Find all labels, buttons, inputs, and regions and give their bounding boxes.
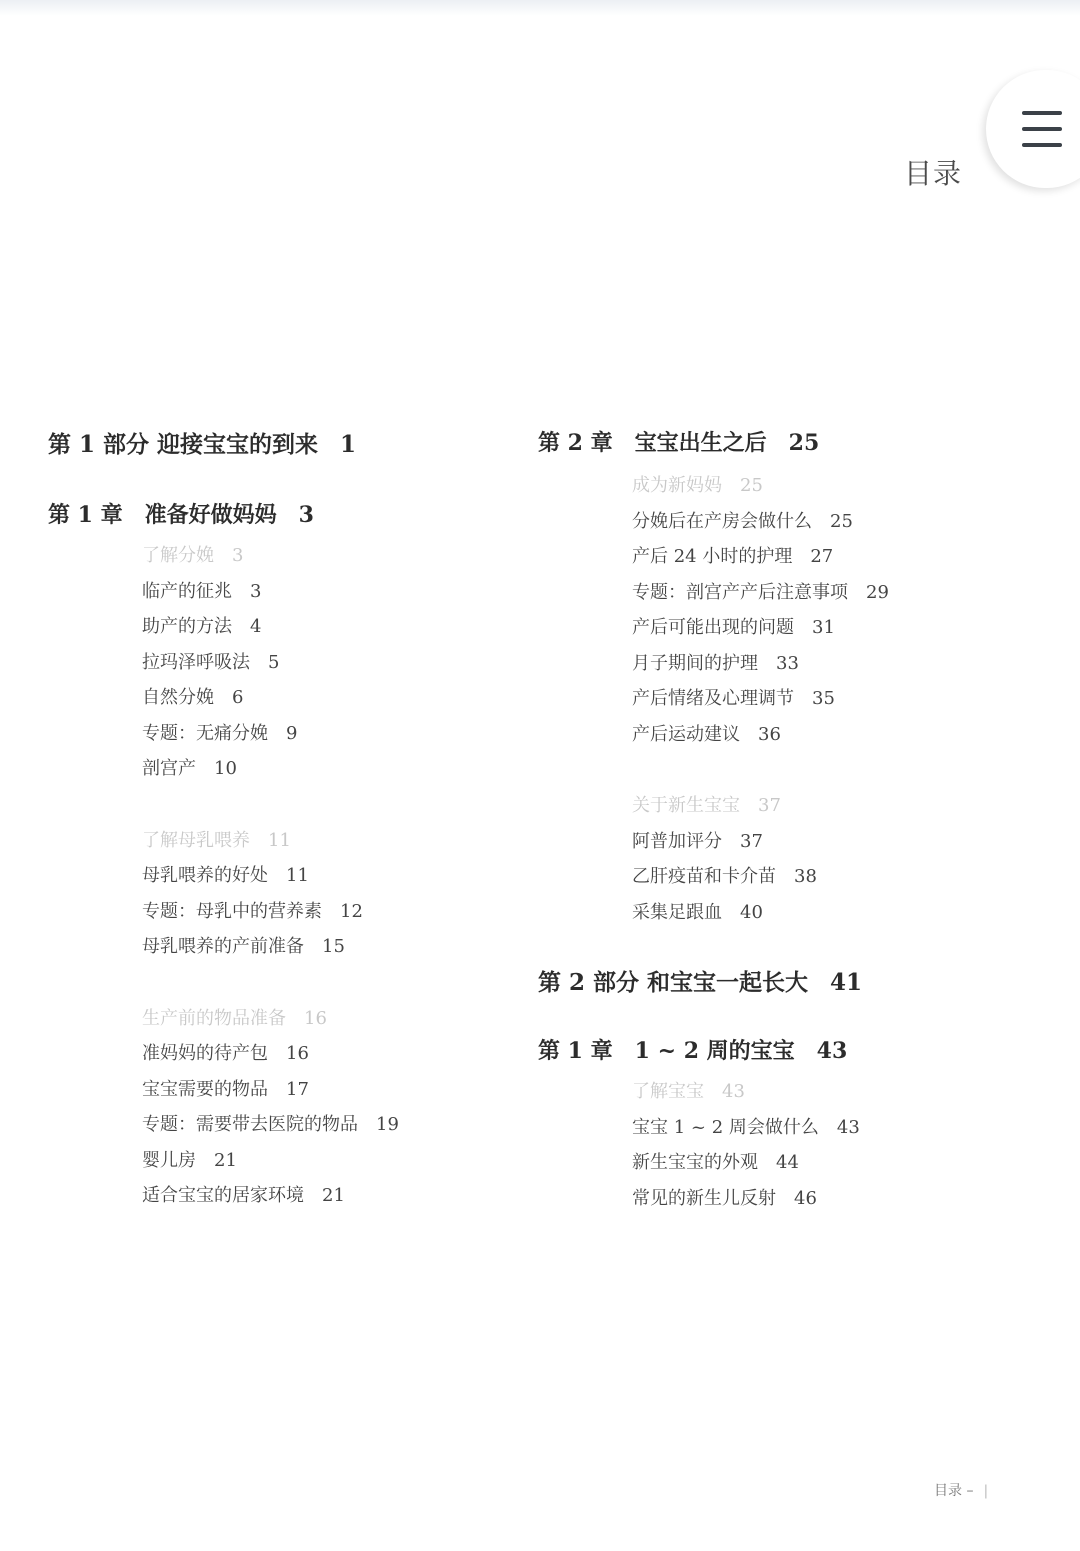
toc-entry[interactable]: 专题：需要带去医院的物品 19	[142, 1114, 399, 1135]
toc-entry[interactable]: 婴儿房 21	[142, 1149, 237, 1171]
toc-entry[interactable]: 助产的方法 4	[142, 616, 262, 637]
chapter-heading[interactable]	[538, 426, 889, 460]
part-page: 1	[340, 431, 357, 458]
toc-entry[interactable]: 适合宝宝的居家环境 21	[142, 1185, 345, 1206]
toc-entry[interactable]: 自然分娩 6	[142, 687, 244, 708]
toc-entry[interactable]: 新生宝宝的外观 44	[632, 1152, 799, 1173]
chapter-page: 25	[788, 430, 820, 456]
toc-entry[interactable]: 专题：剖宫产产后注意事项 29	[632, 581, 889, 603]
toc-entry[interactable]: 准妈妈的待产包 16	[142, 1043, 309, 1064]
section-heading[interactable]: 成为新妈妈 25	[632, 475, 763, 496]
toc-entry[interactable]: 月子期间的护理 33	[632, 652, 799, 674]
toc-entry[interactable]: 分娩后在产房会做什么 25	[632, 510, 853, 532]
toc-entry[interactable]: 宝宝 1 ~ 2 周会做什么 43	[632, 1116, 860, 1138]
toc-entry[interactable]: 产后可能出现的问题 31	[632, 617, 835, 638]
toc-entry[interactable]: 母乳喂养的产前准备 15	[142, 936, 345, 957]
section-heading[interactable]: 了解母乳喂养 11	[142, 829, 291, 851]
footer-label: 目录 –	[934, 1483, 974, 1499]
toc-entry[interactable]: 宝宝需要的物品 17	[142, 1078, 309, 1100]
footer-separator: |	[983, 1483, 989, 1499]
chapter-label: 第 1 章	[48, 502, 123, 528]
chapter-heading[interactable]	[48, 498, 399, 532]
part-page: 41	[830, 969, 863, 996]
toc-entry[interactable]: 乙肝疫苗和卡介苗 38	[632, 866, 817, 887]
chapter-title: 1 ~ 2 周的宝宝	[634, 1038, 795, 1064]
chapter-page: 43	[816, 1038, 848, 1064]
toc-entry[interactable]: 产后 24 小时的护理 27	[632, 546, 834, 567]
chapter-title: 宝宝出生之后	[634, 430, 767, 456]
chapter-label: 第 2 章	[538, 430, 613, 456]
top-strip	[0, 0, 1080, 16]
toc-entry[interactable]: 常见的新生儿反射 46	[632, 1187, 817, 1209]
section-heading[interactable]: 关于新生宝宝 37	[632, 795, 781, 816]
toc-entry[interactable]: 母乳喂养的好处 11	[142, 865, 309, 886]
toc-entry[interactable]: 剖宫产 10	[142, 758, 237, 779]
toc-entry[interactable]: 阿普加评分 37	[632, 830, 763, 852]
section-heading[interactable]: 生产前的物品准备 16	[142, 1007, 327, 1029]
page-footer	[934, 1480, 988, 1500]
toc-entry[interactable]: 临产的征兆 3	[142, 580, 262, 602]
part-label: 第 2 部分 和宝宝一起长大	[538, 969, 809, 996]
toc-entry[interactable]: 产后情绪及心理调节 35	[632, 688, 835, 709]
section-heading[interactable]: 了解分娩 3	[142, 545, 244, 566]
toc-entry[interactable]: 拉玛泽呼吸法 5	[142, 651, 280, 673]
page-title: 目录	[904, 157, 963, 190]
toc-left-column	[48, 428, 399, 1214]
menu-button[interactable]	[986, 70, 1080, 188]
toc-entry[interactable]: 专题：母乳中的营养素 12	[142, 900, 363, 922]
toc-entry[interactable]: 专题：无痛分娩 9	[142, 722, 298, 744]
part-heading[interactable]	[48, 428, 399, 462]
chapter-title: 准备好做妈妈	[144, 502, 277, 528]
toc-right-column	[538, 426, 889, 1216]
part-label: 第 1 部分 迎接宝宝的到来	[48, 431, 319, 458]
chapter-page: 3	[298, 502, 314, 528]
chapter-label: 第 1 章	[538, 1038, 613, 1064]
toc-entry[interactable]: 产后运动建议 36	[632, 723, 781, 745]
chapter-heading[interactable]	[538, 1034, 889, 1068]
part-heading[interactable]	[538, 966, 889, 1000]
section-heading[interactable]: 了解宝宝 43	[632, 1081, 745, 1102]
toc-entry[interactable]: 采集足跟血 40	[632, 901, 763, 923]
